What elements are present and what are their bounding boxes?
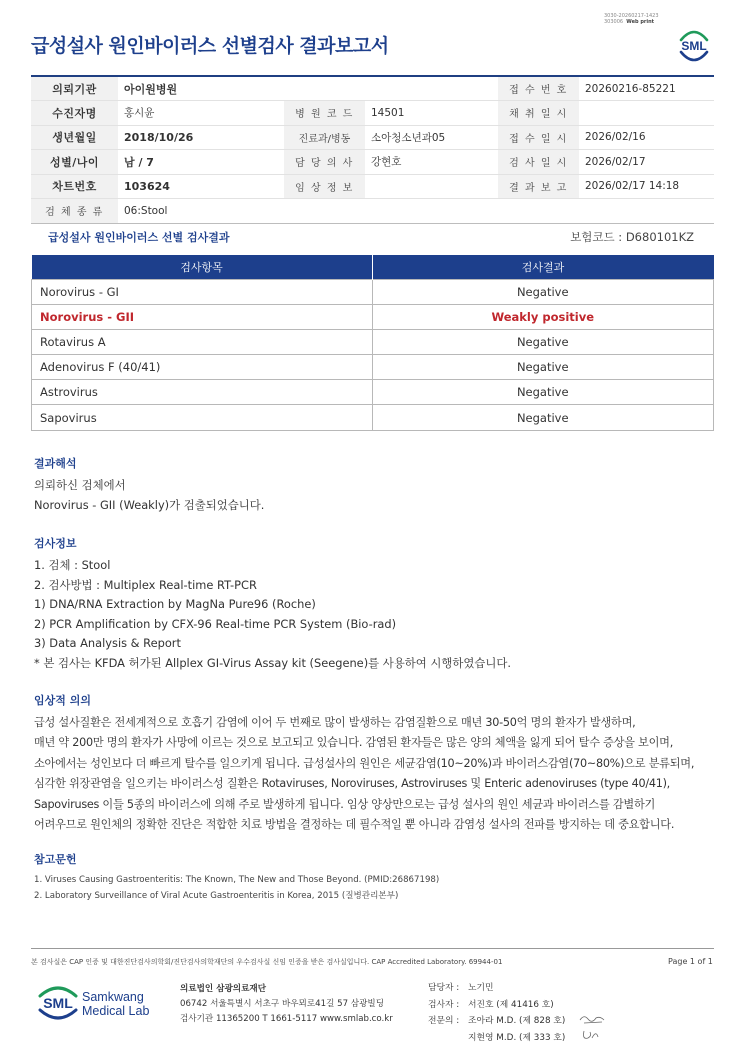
- value-sex-age: 남 / 7: [118, 150, 284, 175]
- result-section-header: [31, 229, 714, 245]
- doc-code-line-2: 303006: [604, 19, 624, 25]
- value-receipt-date: 2026/02/16: [579, 125, 714, 150]
- samkwang-logo-icon: [36, 980, 156, 1024]
- test-item: Sapovirus: [32, 405, 373, 430]
- table-row: [32, 355, 714, 380]
- logo-text: SML: [681, 39, 707, 53]
- org-address: 06742 서울특별시 서초구 바우뫼로41길 57 삼광빌딩: [180, 999, 384, 1009]
- organization-info: [180, 982, 393, 1027]
- accreditation-note: 본 검사실은 CAP 인증 및 대한진단검사의학회/진단검사의학재단의 우수검사실 신임 인증을 받은 검사실입니다. CAP Accredited Laboratory. 69944-01: [31, 958, 503, 966]
- result-section-title: 급성설사 원인바이러스 선별 검사결과: [48, 231, 230, 244]
- clinical-line: 어려우므로 원인체의 정확한 진단은 적합한 치료 방법을 결정하는 데 필수적일 뿐 아니라 감염성 설사의 전파를 방지하는 데 중요합니다.: [34, 818, 675, 832]
- label-result-report: 결 과 보 고: [498, 174, 579, 199]
- clinical-line: 소아에서는 성인보다 더 빠르게 탈수를 일으키게 됩니다. 급성설사의 원인은 세균감염(10~20%)과 바이러스감염(70~80%)으로 분류되며,: [34, 756, 695, 770]
- label-specimen-type: 검 체 종 류: [31, 199, 118, 224]
- test-item: Astrovirus: [32, 380, 373, 405]
- staff-role: 전문의 :: [428, 1016, 460, 1026]
- info-row: [31, 150, 714, 175]
- interpretation-section: [34, 455, 264, 515]
- doc-code-line-3: Web print: [626, 19, 655, 25]
- test-info-line: 3) Data Analysis & Report: [34, 636, 181, 651]
- table-row-positive: [32, 304, 714, 329]
- label-patient-name: 수진자명: [31, 101, 118, 126]
- staff-row: [428, 1030, 565, 1047]
- staff-role: 검사자 :: [428, 999, 460, 1010]
- test-result: Negative: [372, 279, 714, 304]
- value-receipt-number: 20260216-85221: [579, 76, 714, 101]
- test-info-title: 검사정보: [34, 537, 77, 550]
- label-chart-number: 차트번호: [31, 174, 118, 199]
- interpretation-title: 결과해석: [34, 457, 77, 470]
- info-row: [31, 76, 714, 101]
- reference-line: 1. Viruses Causing Gastroenteritis: The Known, The New and Those Beyond. (PMID:26867198): [34, 875, 440, 885]
- brand-line-2: Medical Lab: [82, 1004, 150, 1018]
- staff-row: [428, 980, 565, 997]
- result-table: [31, 255, 714, 431]
- label-test-date: 검 사 일 시: [498, 150, 579, 175]
- header-test-result: 검사결과: [372, 255, 714, 279]
- signature-icon: [578, 1028, 608, 1042]
- label-hospital-code: 병 원 코 드: [284, 101, 365, 126]
- value-hospital-code: 14501: [365, 101, 498, 126]
- info-row: [31, 125, 714, 150]
- signature-icon: [578, 1012, 608, 1026]
- label-receipt-date: 접 수 일 시: [498, 125, 579, 150]
- test-item: Norovirus - GII: [32, 304, 373, 329]
- clinical-section: [34, 692, 694, 835]
- label-sex-age: 성별/나이: [31, 150, 118, 175]
- staff-role: 담당자 :: [428, 983, 460, 993]
- insurance-code: 보험코드 : D680101KZ: [570, 230, 694, 244]
- org-name: 의료법인 삼광의료재단: [180, 984, 267, 994]
- header-test-item: 검사항목: [32, 255, 373, 279]
- document-code: [604, 13, 684, 25]
- table-row: [32, 279, 714, 304]
- brand-line-1: Samkwang: [82, 990, 144, 1004]
- table-row: [32, 405, 714, 430]
- value-collection-date: [579, 101, 714, 126]
- page-number: Page 1 of 1: [668, 957, 713, 966]
- table-row: [32, 329, 714, 354]
- staff-list: [428, 980, 565, 1046]
- info-row: [31, 199, 714, 224]
- test-info-line: * 본 검사는 KFDA 허가된 Allplex GI-Virus Assay kit (Seegene)를 사용하여 시행하였습니다.: [34, 655, 512, 670]
- label-department: 진료과/병동: [284, 125, 365, 150]
- value-birth-date: 2018/10/26: [118, 125, 284, 150]
- clinical-line: 매년 약 200만 명의 환자가 사망에 이르는 것으로 보고되고 있습니다. 감염된 환자들은 많은 양의 체액을 잃게 되어 탈수 증상을 보이며,: [34, 736, 674, 750]
- value-doctor: 강현호: [365, 150, 498, 175]
- test-result: Negative: [372, 405, 714, 430]
- value-department: 소아청소년과05: [365, 125, 498, 150]
- test-item: Rotavirus A: [32, 329, 373, 354]
- references-section: [34, 851, 439, 904]
- reference-line: 2. Laboratory Surveillance of Viral Acute Gastroenteritis in Korea, 2015 (질병관리본부): [34, 891, 399, 901]
- sml-logo-icon: [675, 26, 713, 64]
- value-result-report: 2026/02/17 14:18: [579, 174, 714, 199]
- clinical-title: 임상적 의의: [34, 694, 91, 707]
- staff-name: 노기민: [468, 983, 494, 993]
- label-birth-date: 생년월일: [31, 125, 118, 150]
- patient-info-table: [31, 75, 714, 224]
- table-row: [32, 380, 714, 405]
- references-title: 참고문헌: [34, 853, 77, 866]
- test-item: Adenovirus F (40/41): [32, 355, 373, 380]
- logo-text: SML: [43, 995, 73, 1011]
- doc-code-line-1: 3030-20260217-1423: [604, 13, 659, 19]
- test-info-line: 2. 검사방법 : Multiplex Real-time RT-PCR: [34, 577, 257, 592]
- staff-name: 서진호 (제 41416 호): [468, 999, 554, 1010]
- label-receipt-number: 접 수 번 호: [498, 76, 579, 101]
- clinical-line: 심각한 위장관염을 일으키는 바이러스성 질환은 Rotaviruses, Noroviruses, Astroviruses 및 Enteric adenoviruses (type 40/41),: [34, 777, 670, 791]
- test-result: Negative: [372, 380, 714, 405]
- test-result: Negative: [372, 329, 714, 354]
- page-title: 급성설사 원인바이러스 선별검사 결과보고서: [31, 35, 389, 57]
- test-item: Norovirus - GI: [32, 279, 373, 304]
- value-patient-name: 홍시윤: [118, 101, 284, 126]
- value-chart-number: 103624: [118, 174, 284, 199]
- label-clinical-info: 임 상 정 보: [284, 174, 365, 199]
- clinical-line: Sapoviruses 이들 5종의 바이러스에 의해 주로 발생하게 됩니다. 임상 양상만으로는 급성 설사의 원인 세균과 바이러스를 감별하기: [34, 797, 656, 811]
- staff-name: 지현영 M.D. (제 333 호): [468, 1032, 566, 1043]
- test-result: Weakly positive: [372, 304, 714, 329]
- label-collection-date: 채 취 일 시: [498, 101, 579, 126]
- value-specimen-type: 06:Stool: [118, 199, 714, 224]
- info-row: [31, 101, 714, 126]
- clinical-line: 급성 설사질환은 전세계적으로 호흡기 감염에 이어 두 번째로 많이 발생하는 감염질환으로 매년 30-50억 명의 환자가 발생하며,: [34, 716, 636, 729]
- org-contact: 검사기관 11365200 T 1661-5117 www.smlab.co.kr: [180, 1014, 393, 1024]
- test-result: Negative: [372, 355, 714, 380]
- staff-row: [428, 997, 565, 1014]
- staff-role: [428, 1030, 468, 1047]
- interpretation-line: 의뢰하신 검체에서: [34, 478, 126, 492]
- value-requesting-institution: 아이원병원: [118, 76, 498, 101]
- label-requesting-institution: 의뢰기관: [31, 76, 118, 101]
- value-test-date: 2026/02/17: [579, 150, 714, 175]
- test-info-line: 2) PCR Amplification by CFX-96 Real-time PCR System (Bio-rad): [34, 616, 397, 631]
- test-info-line: 1. 검체 : Stool: [34, 558, 111, 572]
- staff-row: [428, 1013, 565, 1030]
- label-doctor: 담 당 의 사: [284, 150, 365, 175]
- value-clinical-info: [365, 174, 498, 199]
- footer-divider: [31, 948, 714, 949]
- test-info-section: [34, 535, 511, 674]
- test-info-line: 1) DNA/RNA Extraction by MagNa Pure96 (Roche): [34, 597, 316, 612]
- interpretation-line: Norovirus - GII (Weakly)가 검출되었습니다.: [34, 497, 265, 512]
- staff-name: 조아라 M.D. (제 828 호): [468, 1016, 566, 1026]
- info-row: [31, 174, 714, 199]
